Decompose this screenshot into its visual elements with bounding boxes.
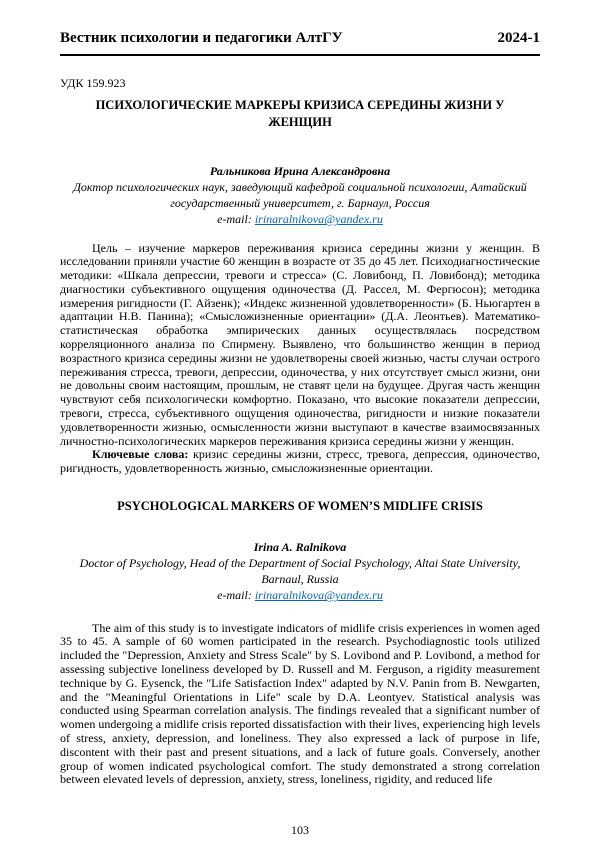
journal-title: Вестник психологии и педагогики АлтГУ [60, 30, 343, 46]
author-affiliation-ru: Доктор психологических наук, заведующий кафедрой социальной психологии, Алтайский государственный университет, г. Барнаул, Россия [73, 179, 527, 211]
author-block-en [60, 539, 540, 604]
abstract-section-ru [60, 242, 540, 477]
email-link-en[interactable]: irinaralnikova@yandex.ru [254, 588, 383, 603]
keywords-label-ru: Ключевые слова: [92, 447, 189, 462]
issue-number: 2024-1 [497, 30, 540, 46]
udc-label: УДК 159.923 [60, 76, 126, 90]
page-number: 103 [291, 823, 309, 837]
email-line-en [60, 587, 540, 603]
abstract-section-en [60, 622, 540, 788]
abstract-ru: Цель – изучение маркеров переживания кризиса середины жизни у женщин. В исследовании приняли участие 60 женщин в возрасте от 35 до 45 лет. Психодиагностические методики: «Шкала депрессии, тревоги и стресса» (С. Ловибонд, П. Ловибонд); методика диагностики субъективного ощущения одиночества (Д. Рассел, М. Фергюсон); методика измерения ригидности (Г. Айзенк); «Индекс жизненной удовлетворенности» (Б. Ньюгартен в адаптации Н.В. Панина); «Смысложизненные ориентации» (Д.А. Леонтьев). Математико-статистическая обработка эмпирических данных осуществлялась посредством корреляционного анализа по Спирмену. Выявлено, что большинство женщин в период возрастного кризиса середины жизни не удовлетворены своей жизнью, часты случаи острого переживания стресса, тревоги, депрессии, одиночества, у них отсутствует смысл жизни, они не довольны своим настоящим, прошлым, не ставят цели на будущее. Другая часть женщин чувствуют себя психологически комфортно. Показано, что высокие показатели депрессии, тревоги, стресса, субъективного ощущения одиночества, ригидности и низкие показатели удовлетворенности жизнью, осмысленности жизни выступают в качестве взаимосвязанных личностно-психологических маркеров переживания кризиса середины жизни у женщин. [60, 240, 540, 448]
email-label-en: e-mail: [217, 588, 255, 603]
author-name-ru: Ральникова Ирина Александровна [209, 163, 391, 178]
article-title-ru: ПСИХОЛОГИЧЕСКИЕ МАРКЕРЫ КРИЗИСА СЕРЕДИНЫ ЖИЗНИ У ЖЕНЩИН [95, 98, 505, 129]
author-name-en: Irina A. Ralnikova [253, 539, 347, 554]
email-line-ru [60, 211, 540, 227]
article-title-en: PSYCHOLOGICAL MARKERS OF WOMEN’S MIDLIFE CRISIS [117, 499, 483, 514]
abstract-en: The aim of this study is to investigate indicators of midlife crisis experiences in women aged 35 to 45. A sample of 60 women participated in the research. Psychodiagnostic tools utilized included the "Depression, Anxiety and Stress Scale" by S. Lovibond and P. Lovibond, a method for assessing subjective loneliness developed by D. Russell and M. Ferguson, a rigidity measurement technique by G. Eysenck, the "Life Satisfaction Index" adapted by N.V. Panin from B. Newgarten, and the "Meaningful Orientations in Life" scale by D.A. Leontyev. Statistical analysis was conducted using Spearman correlation analysis. The findings revealed that a significant number of women undergoing a midlife crisis reported dissatisfaction with their lives, experiencing high levels of stress, anxiety, depression, and loneliness. They also expressed a lack of purpose in life, discontent with their past and present situations, and a lack of future goals. Conversely, another group of women indicated psychological comfort. The study demonstrated a strong correlation between elevated levels of depression, anxiety, stress, loneliness, rigidity, and reduced life [60, 620, 540, 787]
email-label-ru: e-mail: [217, 212, 255, 227]
journal-header [60, 30, 540, 56]
keywords-ru [60, 448, 540, 476]
keywords-text-ru: кризис середины жизни, стресс, тревога, депрессия, одиночество, ригидность, удовлетворенность жизнью, смысложизненные ориентации. [60, 447, 540, 476]
author-block-ru [60, 163, 540, 228]
email-link-ru[interactable]: irinaralnikova@yandex.ru [254, 212, 383, 227]
author-affiliation-en: Doctor of Psychology, Head of the Department of Social Psychology, Altai State University, Barnaul, Russia [79, 556, 521, 587]
